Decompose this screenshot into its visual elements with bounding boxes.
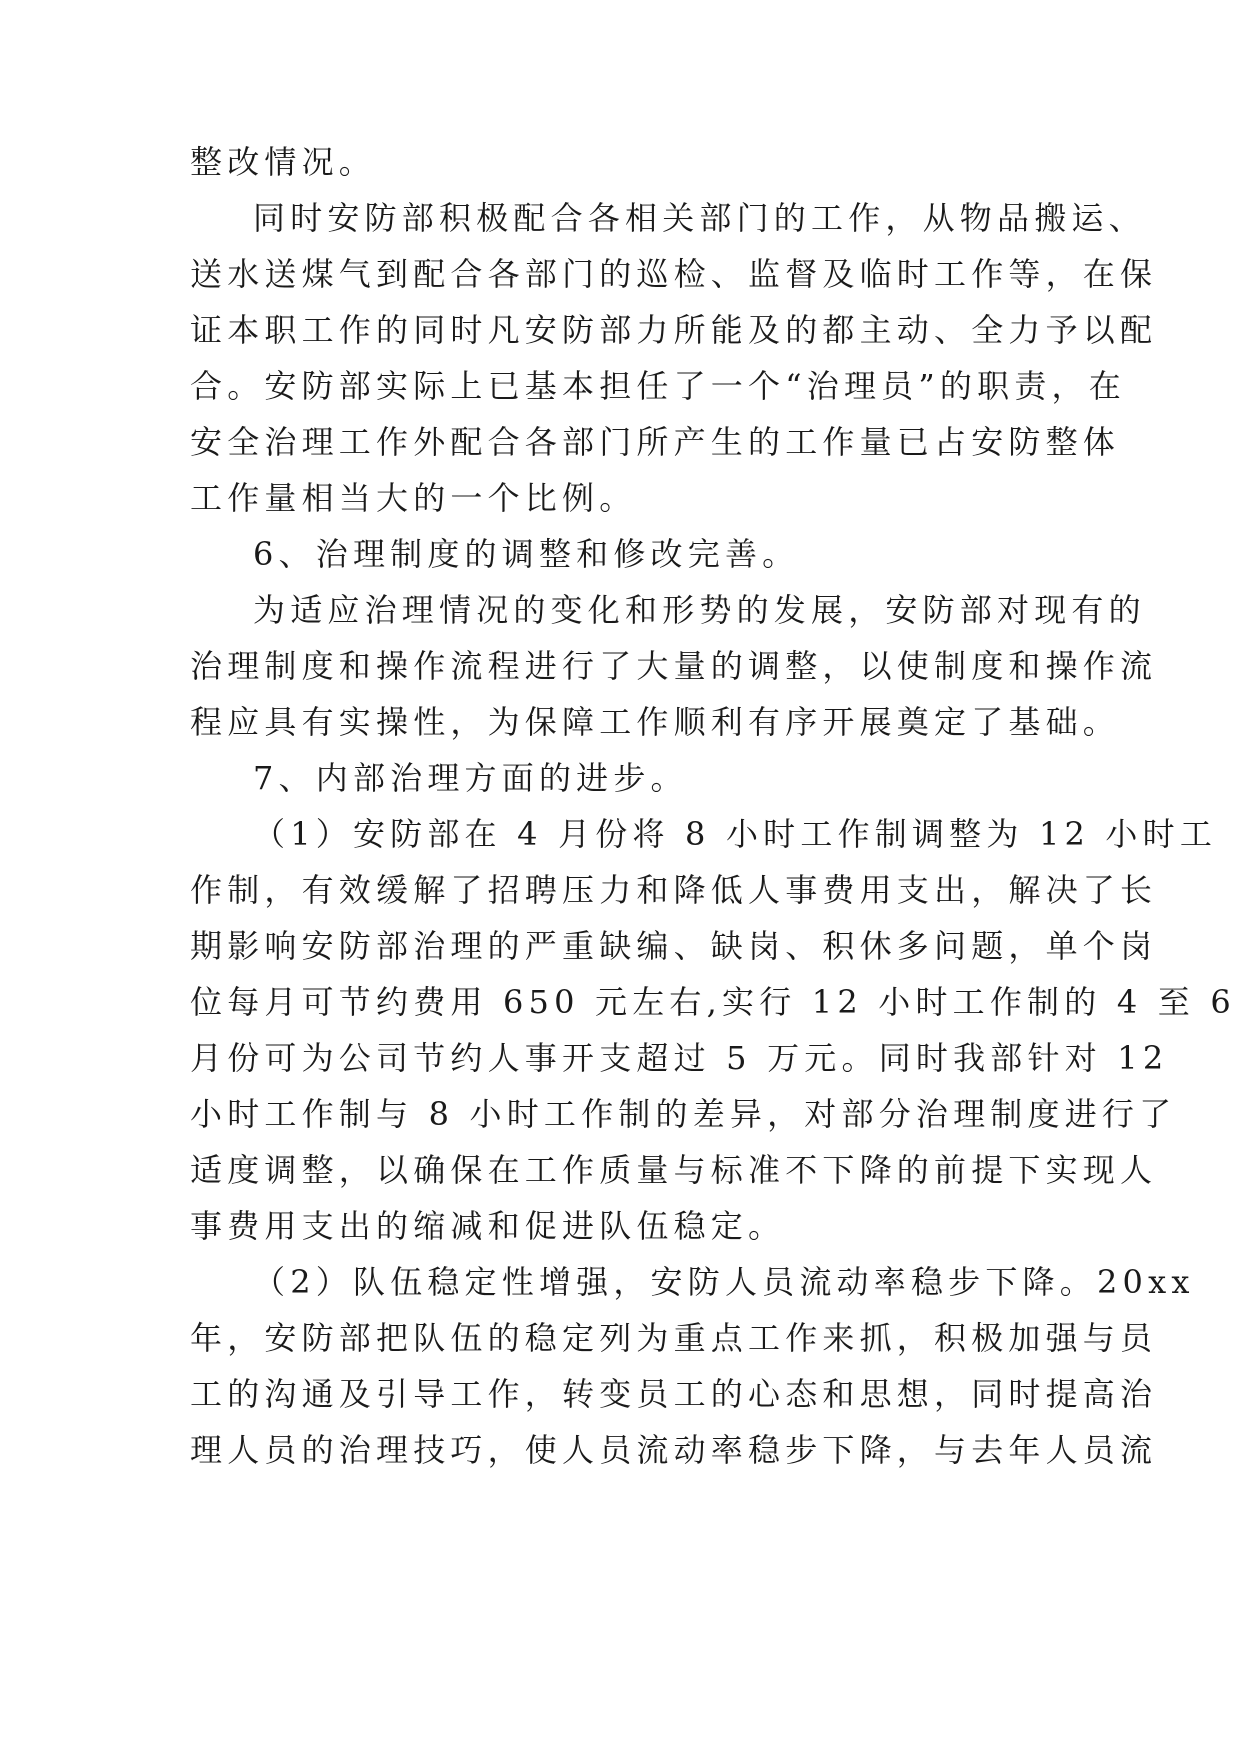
text-line: 送水送煤气到配合各部门的巡检、监督及临时工作等，在保	[190, 255, 1158, 293]
section-heading: 7、内部治理方面的进步。	[253, 759, 688, 797]
paragraph-first-line: 同时安防部积极配合各相关部门的工作，从物品搬运、	[253, 199, 1146, 237]
text-line: 事费用支出的缩减和促进队伍稳定。	[190, 1207, 786, 1245]
text-line: 程应具有实操性，为保障工作顺利有序开展奠定了基础。	[190, 703, 1121, 741]
paragraph-first-line: 为适应治理情况的变化和形势的发展，安防部对现有的	[253, 591, 1146, 629]
text-line: 安全治理工作外配合各部门所产生的工作量已占安防整体	[190, 423, 1121, 461]
paragraph-first-line: （1）安防部在 4 月份将 8 小时工作制调整为 12 小时工	[253, 815, 1218, 853]
text-line: 适度调整，以确保在工作质量与标准不下降的前提下实现人	[190, 1151, 1158, 1189]
text-line: 合。安防部实际上已基本担任了一个“治理员”的职责，在	[190, 367, 1126, 405]
text-line: 小时工作制与 8 小时工作制的差异，对部分治理制度进行了	[190, 1095, 1177, 1133]
text-line: 理人员的治理技巧，使人员流动率稳步下降，与去年人员流	[190, 1431, 1158, 1469]
text-line: 治理制度和操作流程进行了大量的调整，以使制度和操作流	[190, 647, 1158, 685]
text-line: 作制，有效缓解了招聘压力和降低人事费用支出，解决了长	[190, 871, 1158, 909]
text-line: 证本职工作的同时凡安防部力所能及的都主动、全力予以配	[190, 311, 1158, 349]
text-line: 月份可为公司节约人事开支超过 5 万元。同时我部针对 12	[190, 1039, 1169, 1077]
text-line: 位每月可节约费用 650 元左右,实行 12 小时工作制的 4 至 6	[190, 983, 1236, 1021]
section-heading: 6、治理制度的调整和修改完善。	[253, 535, 800, 573]
text-line: 年，安防部把队伍的稳定列为重点工作来抓，积极加强与员	[190, 1319, 1158, 1357]
text-line: 工的沟通及引导工作，转变员工的心态和思想，同时提高治	[190, 1375, 1158, 1413]
text-line: 工作量相当大的一个比例。	[190, 479, 637, 517]
paragraph-first-line: （2）队伍稳定性增强，安防人员流动率稳步下降。20xx	[253, 1263, 1195, 1301]
text-line: 期影响安防部治理的严重缺编、缺岗、积休多问题，单个岗	[190, 927, 1158, 965]
text-line: 整改情况。	[190, 143, 377, 181]
